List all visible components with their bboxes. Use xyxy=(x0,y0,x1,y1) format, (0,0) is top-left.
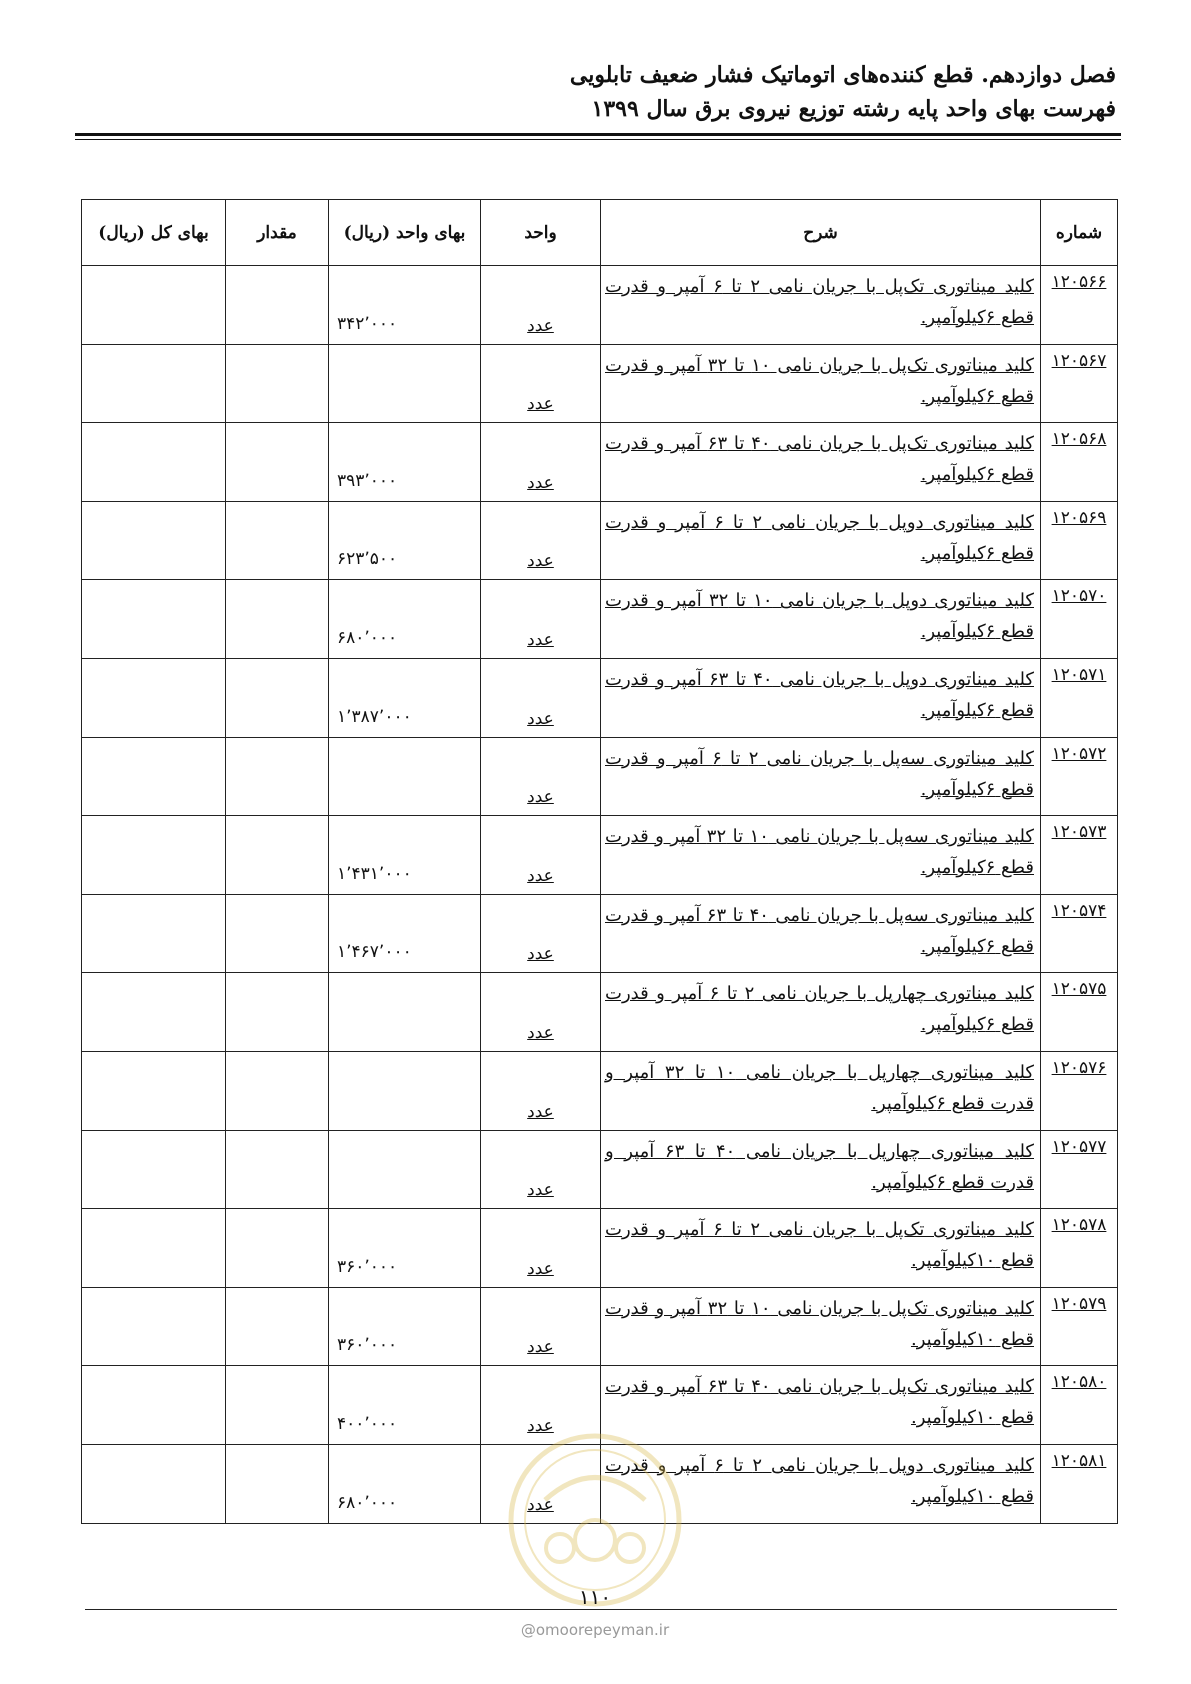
item-unit-price: ۱٬۳۸۷٬۰۰۰ xyxy=(337,706,412,727)
item-code-cell xyxy=(1041,266,1118,345)
item-unit-cell xyxy=(481,344,601,423)
item-unit-price-cell xyxy=(329,1209,481,1288)
item-code: ۱۲۰۵۷۰ xyxy=(1051,586,1107,607)
item-code-cell xyxy=(1041,580,1118,659)
item-unit-cell xyxy=(481,1287,601,1366)
item-code: ۱۲۰۵۶۶ xyxy=(1051,272,1107,292)
col-header-unit-price: بهای واحد (ریال) xyxy=(329,200,481,266)
item-unit: عدد xyxy=(527,551,554,572)
item-code: ۱۲۰۵۷۱ xyxy=(1051,664,1107,685)
item-unit-cell xyxy=(481,266,601,345)
item-description: کلید میناتوری دوپل با جریان نامی ۴۰ تا ۶۳ آمپر و قدرت قطع ۶کیلوآمپر. xyxy=(605,668,1034,721)
item-total-price-cell xyxy=(82,894,226,973)
item-description: کلید میناتوری چهارپل با جریان نامی ۴۰ تا ۶۳ آمپر و قدرت قطع ۶کیلوآمپر. xyxy=(605,1140,1034,1193)
item-description: کلید میناتوری تک‌پل با جریان نامی ۲ تا ۶ آمپر و قدرت قطع ۱۰کیلوآمپر. xyxy=(605,1219,1035,1272)
item-quantity-cell xyxy=(226,737,329,816)
item-code-cell xyxy=(1041,973,1118,1052)
item-code-cell xyxy=(1041,344,1118,423)
item-unit-price: ۳۴۲٬۰۰۰ xyxy=(337,313,398,334)
item-code-cell xyxy=(1041,1366,1118,1445)
item-unit-price: ۱٬۴۳۱٬۰۰۰ xyxy=(337,863,412,884)
item-unit-cell xyxy=(481,973,601,1052)
item-unit-price: ۶۸۰٬۰۰۰ xyxy=(337,627,398,648)
item-code-cell xyxy=(1041,1130,1118,1209)
item-code: ۱۲۰۵۶۷ xyxy=(1051,350,1107,371)
item-quantity-cell xyxy=(226,1209,329,1288)
item-unit-price-cell xyxy=(329,658,481,737)
item-code-cell xyxy=(1041,1209,1118,1288)
item-quantity-cell xyxy=(226,344,329,423)
col-header-total: بهای کل (ریال) xyxy=(82,200,226,266)
item-code-cell xyxy=(1041,1051,1118,1130)
item-unit-price-cell xyxy=(329,266,481,345)
item-description-cell xyxy=(601,737,1041,816)
item-unit-price-cell xyxy=(329,816,481,895)
item-total-price-cell xyxy=(82,1366,226,1445)
table-row xyxy=(82,973,1118,1052)
item-code-cell xyxy=(1041,501,1118,580)
item-unit-cell xyxy=(481,894,601,973)
item-code: ۱۲۰۵۷۲ xyxy=(1051,743,1107,764)
item-unit-price-cell xyxy=(329,1287,481,1366)
item-unit-price: ۶۸۰٬۰۰۰ xyxy=(337,1492,398,1513)
table-row xyxy=(82,816,1118,895)
item-description: کلید میناتوری سه‌پل با جریان نامی ۱۰ تا ۳۲ آمپر و قدرت قطع ۶کیلوآمپر. xyxy=(605,826,1034,879)
item-quantity-cell xyxy=(226,894,329,973)
item-description-cell xyxy=(601,816,1041,895)
item-description: کلید میناتوری تک‌پل با جریان نامی ۱۰ تا ۳۲ آمپر و قدرت قطع ۶کیلوآمپر. xyxy=(605,354,1034,407)
item-code-cell xyxy=(1041,737,1118,816)
item-unit: عدد xyxy=(527,1337,554,1358)
item-unit-price-cell xyxy=(329,1444,481,1523)
item-code-cell xyxy=(1041,816,1118,895)
item-unit: عدد xyxy=(527,472,554,493)
table-row xyxy=(82,1051,1118,1130)
item-unit-price-cell xyxy=(329,580,481,659)
item-quantity-cell xyxy=(226,266,329,345)
item-unit-cell xyxy=(481,1209,601,1288)
table-row xyxy=(82,266,1118,345)
footer-divider xyxy=(85,1609,1117,1610)
item-unit-cell xyxy=(481,423,601,502)
header-divider-thick xyxy=(75,133,1121,136)
item-unit-price: ۳۶۰٬۰۰۰ xyxy=(337,1335,398,1356)
item-quantity-cell xyxy=(226,580,329,659)
item-quantity-cell xyxy=(226,658,329,737)
item-unit-price-cell xyxy=(329,423,481,502)
item-unit-price: ۳۶۰٬۰۰۰ xyxy=(337,1256,398,1277)
item-total-price-cell xyxy=(82,580,226,659)
item-total-price-cell xyxy=(82,266,226,345)
item-unit-cell xyxy=(481,501,601,580)
item-unit-price-cell xyxy=(329,1051,481,1130)
item-code: ۱۲۰۵۷۷ xyxy=(1051,1136,1107,1157)
item-code-cell xyxy=(1041,894,1118,973)
table-row xyxy=(82,1287,1118,1366)
item-description-cell xyxy=(601,423,1041,502)
item-description: کلید میناتوری تک‌پل با جریان نامی ۱۰ تا ۳۲ آمپر و قدرت قطع ۱۰کیلوآمپر. xyxy=(605,1297,1034,1350)
item-quantity-cell xyxy=(226,1287,329,1366)
item-total-price-cell xyxy=(82,1130,226,1209)
item-description-cell xyxy=(601,1051,1041,1130)
item-unit-price: ۳۹۳٬۰۰۰ xyxy=(337,470,398,491)
item-description: کلید میناتوری دوپل با جریان نامی ۱۰ تا ۳۲ آمپر و قدرت قطع ۶کیلوآمپر. xyxy=(605,590,1034,643)
item-unit-price: ۶۲۳٬۵۰۰ xyxy=(337,549,398,570)
item-unit-cell xyxy=(481,580,601,659)
item-description: کلید میناتوری سه‌پل با جریان نامی ۲ تا ۶ آمپر و قدرت قطع ۶کیلوآمپر. xyxy=(605,747,1034,800)
item-unit-cell xyxy=(481,816,601,895)
page-header xyxy=(570,58,1116,126)
item-code: ۱۲۰۵۷۳ xyxy=(1051,822,1107,843)
item-unit-cell xyxy=(481,658,601,737)
item-code: ۱۲۰۵۷۵ xyxy=(1051,979,1107,1000)
item-description: کلید میناتوری تک‌پل با جریان نامی ۴۰ تا ۶۳ آمپر و قدرت قطع ۶کیلوآمپر. xyxy=(605,433,1034,486)
item-unit-price-cell xyxy=(329,501,481,580)
item-description-cell xyxy=(601,894,1041,973)
item-quantity-cell xyxy=(226,1366,329,1445)
item-total-price-cell xyxy=(82,1209,226,1288)
header-divider-thin xyxy=(75,139,1121,140)
item-description-cell xyxy=(601,580,1041,659)
item-code-cell xyxy=(1041,1287,1118,1366)
item-total-price-cell xyxy=(82,501,226,580)
item-unit-price-cell xyxy=(329,737,481,816)
item-unit-cell xyxy=(481,1051,601,1130)
table-header-row xyxy=(82,200,1118,266)
item-quantity-cell xyxy=(226,973,329,1052)
table-row xyxy=(82,501,1118,580)
item-unit: عدد xyxy=(527,1415,554,1436)
item-unit: عدد xyxy=(527,315,554,336)
col-header-qty: مقدار xyxy=(226,200,329,266)
table-row xyxy=(82,658,1118,737)
table-row xyxy=(82,1130,1118,1209)
item-code: ۱۲۰۵۶۹ xyxy=(1051,507,1107,528)
item-total-price-cell xyxy=(82,1287,226,1366)
item-unit-price-cell xyxy=(329,1366,481,1445)
item-unit-price: ۱٬۴۶۷٬۰۰۰ xyxy=(337,942,412,963)
item-description: کلید میناتوری تک‌پل با جریان نامی ۴۰ تا ۶۳ آمپر و قدرت قطع ۱۰کیلوآمپر. xyxy=(605,1376,1034,1429)
table-row xyxy=(82,737,1118,816)
item-total-price-cell xyxy=(82,816,226,895)
item-description: کلید میناتوری تک‌پل با جریان نامی ۲ تا ۶ آمپر و قدرت قطع ۶کیلوآمپر. xyxy=(605,276,1035,328)
item-unit-cell xyxy=(481,1130,601,1209)
item-unit: عدد xyxy=(527,1180,554,1201)
item-code: ۱۲۰۵۸۱ xyxy=(1051,1450,1107,1471)
document-title: فهرست بهای واحد پایه رشته توزیع نیروی برق سال ۱۳۹۹ xyxy=(591,96,1116,122)
item-description: کلید میناتوری چهارپل با جریان نامی ۲ تا ۶ آمپر و قدرت قطع ۶کیلوآمپر. xyxy=(605,983,1035,1036)
item-quantity-cell xyxy=(226,1130,329,1209)
item-unit: عدد xyxy=(527,1258,554,1279)
item-quantity-cell xyxy=(226,423,329,502)
item-code: ۱۲۰۵۷۹ xyxy=(1051,1293,1107,1314)
table-row xyxy=(82,580,1118,659)
item-description-cell xyxy=(601,1130,1041,1209)
item-total-price-cell xyxy=(82,658,226,737)
col-header-desc: شرح xyxy=(601,200,1041,266)
item-description-cell xyxy=(601,1287,1041,1366)
item-code-cell xyxy=(1041,658,1118,737)
item-unit: عدد xyxy=(527,944,554,965)
item-total-price-cell xyxy=(82,973,226,1052)
item-unit: عدد xyxy=(527,708,554,729)
item-description: کلید میناتوری دوپل با جریان نامی ۲ تا ۶ آمپر و قدرت قطع ۱۰کیلوآمپر. xyxy=(605,1454,1034,1507)
item-unit: عدد xyxy=(527,865,554,886)
item-unit-cell xyxy=(481,737,601,816)
item-code: ۱۲۰۵۷۸ xyxy=(1051,1215,1107,1236)
item-code: ۱۲۰۵۸۰ xyxy=(1051,1372,1107,1393)
item-unit: عدد xyxy=(527,1494,554,1515)
item-total-price-cell xyxy=(82,1444,226,1523)
item-total-price-cell xyxy=(82,737,226,816)
item-description: کلید میناتوری دوپل با جریان نامی ۲ تا ۶ آمپر و قدرت قطع ۶کیلوآمپر. xyxy=(605,511,1034,564)
item-unit: عدد xyxy=(527,787,554,808)
item-description-cell xyxy=(601,973,1041,1052)
page-number: ۱۱۰ xyxy=(578,1585,612,1609)
item-description: کلید میناتوری چهارپل با جریان نامی ۱۰ تا ۳۲ آمپر و قدرت قطع ۶کیلوآمپر. xyxy=(605,1061,1034,1114)
website-watermark: @omoorepeyman.ir xyxy=(520,1621,670,1639)
item-unit-price-cell xyxy=(329,973,481,1052)
item-unit: عدد xyxy=(527,1101,554,1122)
item-description: کلید میناتوری سه‌پل با جریان نامی ۴۰ تا ۶۳ آمپر و قدرت قطع ۶کیلوآمپر. xyxy=(605,904,1034,957)
item-unit: عدد xyxy=(527,394,554,415)
item-total-price-cell xyxy=(82,344,226,423)
item-code-cell xyxy=(1041,1444,1118,1523)
item-code: ۱۲۰۵۷۴ xyxy=(1051,900,1107,921)
table-row xyxy=(82,344,1118,423)
seal-watermark-icon xyxy=(505,1430,685,1610)
item-unit-price-cell xyxy=(329,344,481,423)
item-unit-price: ۴۰۰٬۰۰۰ xyxy=(337,1413,398,1434)
item-code: ۱۲۰۵۶۸ xyxy=(1051,429,1107,450)
item-quantity-cell xyxy=(226,1051,329,1130)
item-quantity-cell xyxy=(226,1444,329,1523)
item-description-cell xyxy=(601,266,1041,345)
table-row xyxy=(82,1209,1118,1288)
item-unit: عدد xyxy=(527,1022,554,1043)
item-code-cell xyxy=(1041,423,1118,502)
item-quantity-cell xyxy=(226,501,329,580)
item-unit-price-cell xyxy=(329,1130,481,1209)
item-description-cell xyxy=(601,658,1041,737)
table-row xyxy=(82,894,1118,973)
item-description-cell xyxy=(601,501,1041,580)
item-description-cell xyxy=(601,344,1041,423)
item-description-cell xyxy=(601,1209,1041,1288)
item-unit-price-cell xyxy=(329,894,481,973)
col-header-code: شماره xyxy=(1041,200,1118,266)
item-quantity-cell xyxy=(226,816,329,895)
item-code: ۱۲۰۵۷۶ xyxy=(1051,1057,1107,1078)
item-total-price-cell xyxy=(82,1051,226,1130)
col-header-unit: واحد xyxy=(481,200,601,266)
item-total-price-cell xyxy=(82,423,226,502)
table-row xyxy=(82,423,1118,502)
chapter-title: فصل دوازدهم. قطع کننده‌های اتوماتیک فشار ضعیف تابلویی xyxy=(569,62,1116,88)
item-unit: عدد xyxy=(527,629,554,650)
price-table xyxy=(81,199,1118,1524)
